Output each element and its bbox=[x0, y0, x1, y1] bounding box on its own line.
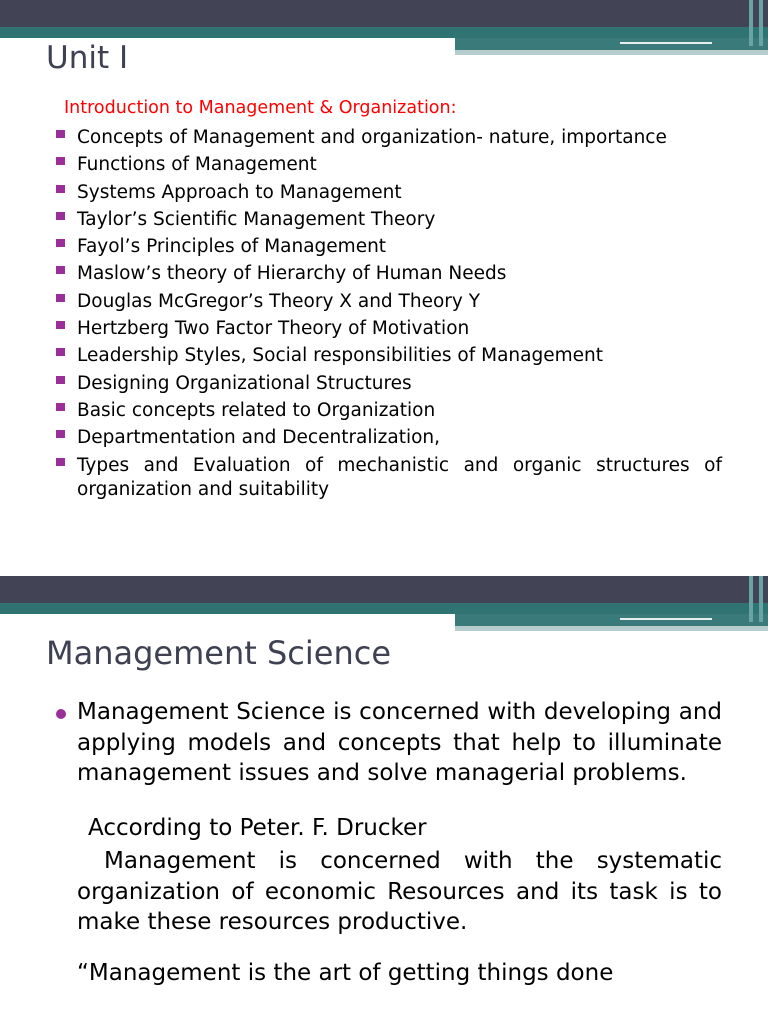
header-accent-bar bbox=[0, 27, 768, 38]
list-item-text: Concepts of Management and organization- nature, importance bbox=[77, 127, 667, 148]
header-bar bbox=[0, 576, 768, 603]
quote-text: Management is concerned with the systematic organization of economic Resources and its task is to make these resources productive. bbox=[77, 848, 722, 935]
square-bullet-icon bbox=[56, 157, 65, 165]
quote-attribution: According to Peter. F. Drucker bbox=[88, 814, 427, 841]
header-bar bbox=[0, 0, 768, 27]
list-item bbox=[56, 290, 722, 314]
list-item bbox=[56, 454, 722, 502]
square-bullet-icon bbox=[56, 348, 65, 356]
list-item-text: Systems Approach to Management bbox=[77, 181, 402, 203]
list-item bbox=[56, 426, 722, 450]
square-bullet-icon bbox=[56, 321, 65, 329]
list-item-text: Taylor’s Scientific Management Theory bbox=[77, 208, 436, 230]
list-item bbox=[56, 399, 722, 423]
definition-paragraph bbox=[56, 697, 722, 789]
square-bullet-icon bbox=[56, 239, 65, 247]
header-stripe bbox=[759, 576, 763, 622]
list-item bbox=[56, 126, 722, 150]
list-item-text: Maslow’s theory of Hierarchy of Human Needs bbox=[77, 263, 507, 285]
round-bullet-icon bbox=[56, 709, 66, 719]
header-accent-tab bbox=[455, 614, 768, 626]
square-bullet-icon bbox=[56, 294, 65, 302]
list-item-text: Basic concepts related to Organization bbox=[77, 399, 436, 421]
slide-title: Management Science bbox=[46, 634, 392, 672]
list-item-text: Fayol’s Principles of Management bbox=[77, 236, 387, 258]
list-item bbox=[56, 317, 722, 341]
square-bullet-icon bbox=[56, 430, 65, 438]
square-bullet-icon bbox=[56, 403, 65, 411]
header-accent-bar bbox=[0, 603, 768, 614]
list-item-text: Leadership Styles, Social responsibilities of Management bbox=[77, 345, 603, 367]
slide-title: Unit I bbox=[46, 40, 129, 76]
list-item bbox=[56, 235, 722, 259]
list-item-text: Departmentation and Decentralization, bbox=[77, 427, 441, 449]
header-stripe bbox=[759, 0, 763, 46]
square-bullet-icon bbox=[56, 458, 65, 466]
list-item bbox=[56, 181, 722, 205]
slide-body bbox=[56, 697, 722, 988]
list-item bbox=[56, 262, 722, 286]
square-bullet-icon bbox=[56, 185, 65, 193]
definition-text: Management Science is concerned with developing and applying models and concepts that help to illuminate management issues and solve managerial problems. bbox=[77, 699, 722, 786]
header-accent-line bbox=[620, 618, 712, 620]
header-accent-tab-shade bbox=[455, 50, 768, 55]
list-item-text: Functions of Management bbox=[77, 154, 317, 176]
list-item-text: Douglas McGregor’s Theory X and Theory Y bbox=[77, 290, 481, 312]
header-stripe bbox=[749, 576, 753, 622]
list-item bbox=[56, 372, 722, 396]
list-item-text: Designing Organizational Structures bbox=[77, 372, 412, 394]
header-accent-tab bbox=[455, 38, 768, 50]
slide-management-science bbox=[0, 576, 768, 1024]
square-bullet-icon bbox=[56, 130, 65, 138]
header-stripe bbox=[749, 0, 753, 46]
clipped-quote-line: “Management is the art of getting things done bbox=[77, 959, 614, 986]
section-subheading: Introduction to Management & Organization: bbox=[64, 98, 457, 118]
square-bullet-icon bbox=[56, 212, 65, 220]
list-item bbox=[56, 344, 722, 368]
list-item-text: Hertzberg Two Factor Theory of Motivation bbox=[77, 318, 470, 340]
header-accent-line bbox=[620, 42, 712, 44]
list-item bbox=[56, 208, 722, 232]
list-item bbox=[56, 153, 722, 177]
header-accent-tab-shade bbox=[455, 626, 768, 631]
square-bullet-icon bbox=[56, 376, 65, 384]
list-item-text: Types and Evaluation of mechanistic and organic structures of organization and suitability bbox=[77, 454, 722, 500]
topic-list bbox=[56, 126, 722, 505]
square-bullet-icon bbox=[56, 266, 65, 274]
